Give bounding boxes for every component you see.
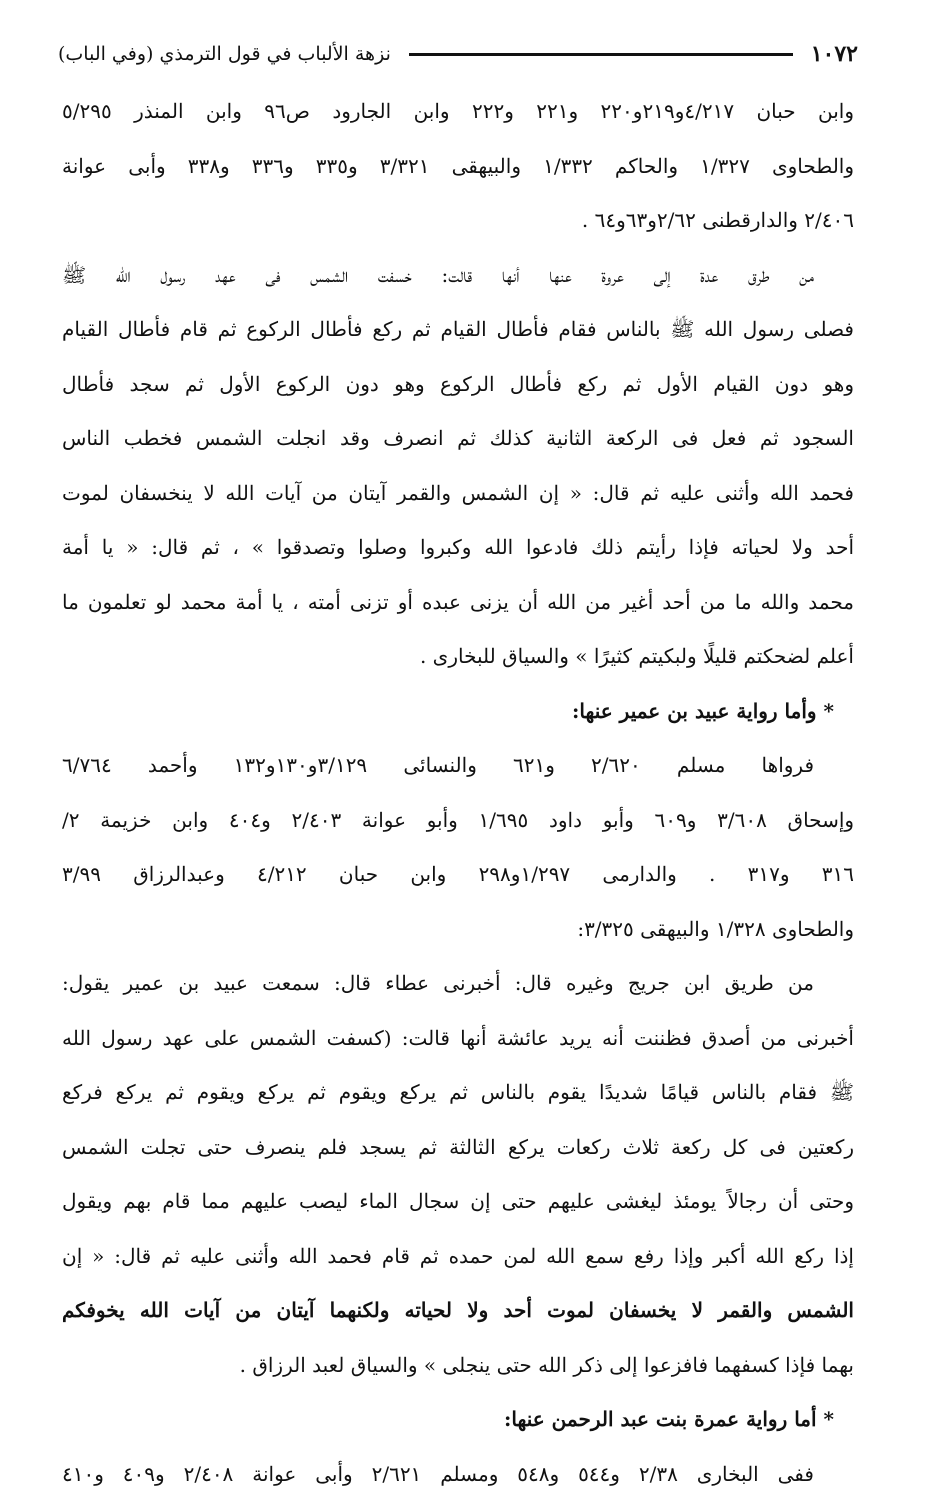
text-line: من طرق عدة إلى عروة عنها أنها قالت: خسفت الشمس فى عهد رسول الله ﷺ xyxy=(62,248,854,303)
header-rule xyxy=(409,53,793,56)
text-line: أحد ولا لحياته فإذا رأيتم ذلك فادعوا الله وكبروا وصلوا وتصدقوا » ، ثم قال: « يا أمة xyxy=(62,520,854,575)
page-number: ١٠٧٢ xyxy=(811,41,858,67)
text-line: والطحاوى ١/٣٢٧ والحاكم ١/٣٣٢ والبيهقى ٣/٣٢١ و٣٣٥ و٣٣٦ و٣٣٨ وأبى عوانة xyxy=(62,139,854,194)
text-line: والطحاوى ١/٣٢٨ والبيهقى ٣/٣٢٥: xyxy=(62,902,854,957)
text-line: ركعتين فى كل ركعة ثلاث ركعات يركع الثالثة ثم يسجد فلم ينصرف حتى تجلت الشمس xyxy=(62,1120,854,1175)
text-line: ففى البخارى ٢/٣٨ و٥٤٤ و٥٤٨ ومسلم ٢/٦٢١ وأبى عوانة ٢/٤٠٨ و٤٠٩ و٤١٠ xyxy=(62,1447,854,1501)
section-heading: * وأما رواية عبيد بن عمير عنها: xyxy=(62,684,854,739)
text-line: السجود ثم فعل فى الركعة الثانية كذلك ثم انصرف وقد انجلت الشمس فخطب الناس xyxy=(62,411,854,466)
text-line: من طريق ابن جريج وغيره قال: أخبرنى عطاء قال: سمعت عبيد بن عمير يقول: xyxy=(62,956,854,1011)
text-line: وابن حبان ٤/٢١٧و٢١٩و٢٢٠ و٢٢١ و٢٢٢ وابن الجارود ص٩٦ وابن المنذر ٥/٢٩٥ xyxy=(62,84,854,139)
text-line: وإسحاق ٣/٦٠٨ و٦٠٩ وأبو داود ١/٦٩٥ وأبو عوانة ٢/٤٠٣ و٤٠٤ وابن خزيمة ٢/ xyxy=(62,793,854,848)
text-line: أخبرنى من أصدق فظننت أنه يريد عائشة أنها قالت: (كسفت الشمس على عهد رسول الله xyxy=(62,1011,854,1066)
body-text xyxy=(62,84,854,1501)
text-line: وهو دون القيام الأول ثم ركع فأطال الركوع وهو دون الركوع الأول ثم سجد فأطال xyxy=(62,357,854,412)
text-line: محمد والله ما من أحد أغير من الله أن يزنى عبده أو تزنى أمته ، يا أمة محمد لو تعلمون ما xyxy=(62,575,854,630)
text-line: بهما فإذا كسفهما فافزعوا إلى ذكر الله حتى ينجلى » والسياق لعبد الرزاق . xyxy=(62,1338,854,1393)
running-title: نزهة الألباب في قول الترمذي (وفي الباب) xyxy=(58,43,391,65)
text-line: ٣١٦ و٣١٧ . والدارمى ١/٢٩٧و٢٩٨ وابن حبان ٤/٢١٢ وعبدالرزاق ٣/٩٩ xyxy=(62,847,854,902)
text-line: فحمد الله وأثنى عليه ثم قال: « إن الشمس والقمر آيتان من آيات الله لا ينخسفان لموت xyxy=(62,466,854,521)
text-line: إذا ركع الله أكبر وإذا رفع سمع الله لمن حمده ثم قام فحمد الله وأثنى عليه ثم قال: « إن xyxy=(62,1229,854,1284)
text-line: فرواها مسلم ٢/٦٢٠ و٦٢١ والنسائى ٣/١٢٩و١٣٠و١٣٢ وأحمد ٦/٧٦٤ xyxy=(62,738,854,793)
text-line: الشمس والقمر لا يخسفان لموت أحد ولا لحياته ولكنهما آيتان من آيات الله يخوفكم xyxy=(62,1283,854,1338)
text-line: فصلى رسول الله ﷺ بالناس فقام فأطال القيام ثم ركع فأطال الركوع ثم قام فأطال القيام xyxy=(62,302,854,357)
text-line: أعلم لضحكتم قليلًا ولبكيتم كثيرًا » والسياق للبخارى . xyxy=(62,629,854,684)
section-heading: * أما رواية عمرة بنت عبد الرحمن عنها: xyxy=(62,1392,854,1447)
text-line: وحتى أن رجالاً يومئذ ليغشى عليهم حتى إن سجال الماء ليصب عليهم مما قام بهم ويقول xyxy=(62,1174,854,1229)
page-header xyxy=(58,30,858,78)
text-line: ٢/٤٠٦ والدارقطنى ٢/٦٢و٦٣و٦٤ . xyxy=(62,193,854,248)
text-line: ﷺ فقام بالناس قيامًا شديدًا يقوم بالناس ثم يركع ويقوم ثم يركع ويقوم ثم يركع فركع xyxy=(62,1065,854,1120)
